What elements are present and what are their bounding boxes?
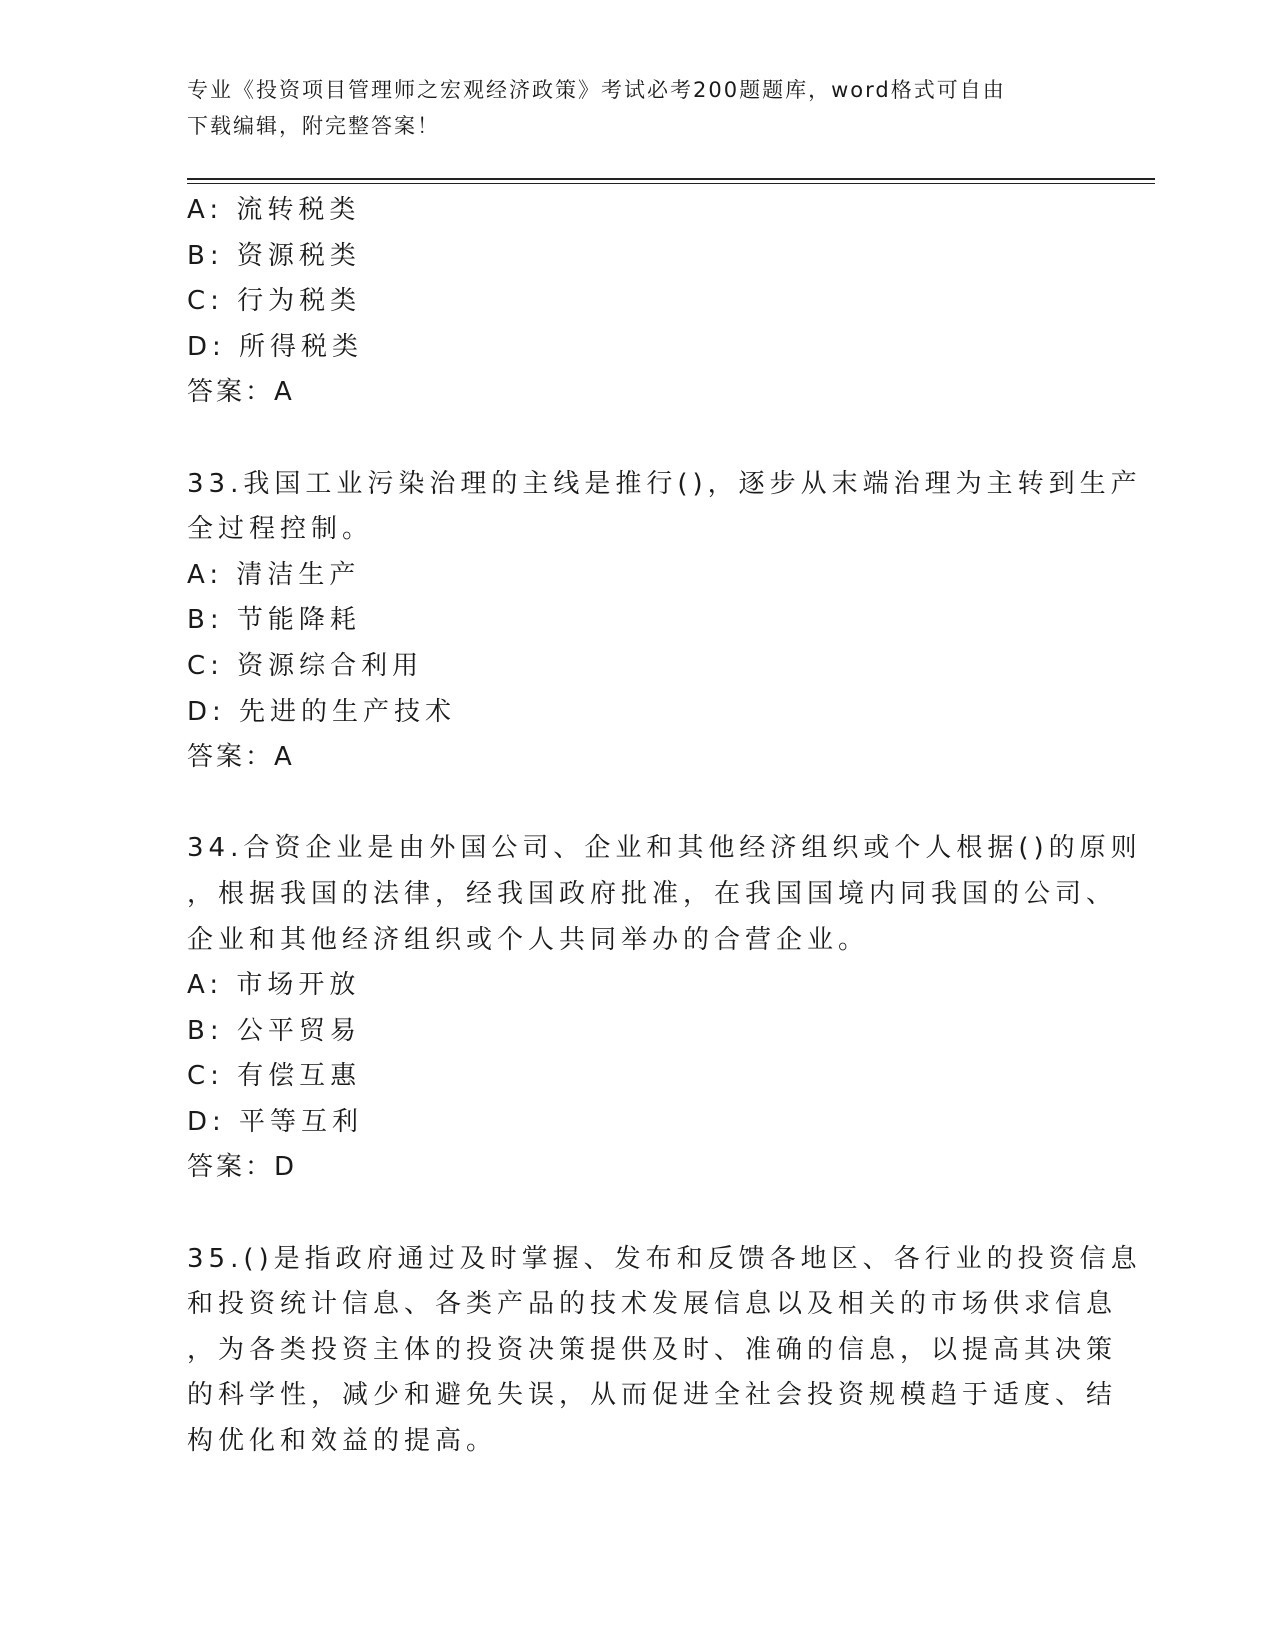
document-header (187, 72, 1067, 144)
header-rule-thick (187, 178, 1155, 180)
question-stem: ，根据我国的法律，经我国政府批准，在我国国境内同我国的公司、 (187, 878, 1118, 909)
question-35 (187, 1237, 1142, 1465)
option-b: B: 节能降耗 (187, 605, 361, 636)
question-stem: 33.我国工业污染治理的主线是推行()，逐步从末端治理为主转到生产 (187, 468, 1142, 499)
option-a: A: 清洁生产 (187, 559, 361, 590)
header-line: 专业《投资项目管理师之宏观经济政策》考试必考200题题库，word格式可自由 (187, 78, 1006, 102)
question-stem: 和投资统计信息、各类产品的技术发展信息以及相关的市场供求信息 (187, 1289, 1118, 1320)
option-c: C: 行为税类 (187, 286, 362, 317)
option-a: A: 市场开放 (187, 970, 361, 1001)
option-c: C: 资源综合利用 (187, 650, 424, 681)
spacer (187, 1191, 1067, 1237)
option-d: D: 先进的生产技术 (187, 696, 457, 727)
question-stem: 全过程控制。 (187, 514, 374, 545)
header-rule-thin (187, 183, 1155, 184)
header-line: 下载编辑，附完整答案！ (187, 114, 440, 138)
question-stem: ，为各类投资主体的投资决策提供及时、准确的信息，以提高其决策 (187, 1334, 1118, 1365)
question-33 (187, 462, 1142, 781)
question-stem: 34.合资企业是由外国公司、企业和其他经济组织或个人根据()的原则 (187, 833, 1142, 864)
option-b: B: 资源税类 (187, 240, 361, 271)
question-34 (187, 826, 1142, 1191)
answer: 答案：A (187, 742, 295, 773)
option-b: B: 公平贸易 (187, 1015, 361, 1046)
option-a: A: 流转税类 (187, 195, 361, 225)
answer: 答案：A (187, 377, 295, 408)
question-stem: 的科学性，减少和避免失误，从而促进全社会投资规模趋于适度、结 (187, 1380, 1118, 1411)
question-stem: 构优化和效益的提高。 (187, 1426, 498, 1457)
question-stem: 35.()是指政府通过及时掌握、发布和反馈各地区、各行业的投资信息 (187, 1243, 1142, 1274)
spacer (187, 416, 1067, 462)
option-c: C: 有偿互惠 (187, 1061, 362, 1092)
question-content (187, 188, 1142, 1465)
answer: 答案：D (187, 1152, 298, 1183)
question-stem: 企业和其他经济组织或个人共同举办的合营企业。 (187, 924, 870, 955)
spacer (187, 781, 1067, 827)
question-32 (187, 188, 1067, 416)
option-d: D: 所得税类 (187, 331, 364, 362)
option-d: D: 平等互利 (187, 1106, 364, 1137)
